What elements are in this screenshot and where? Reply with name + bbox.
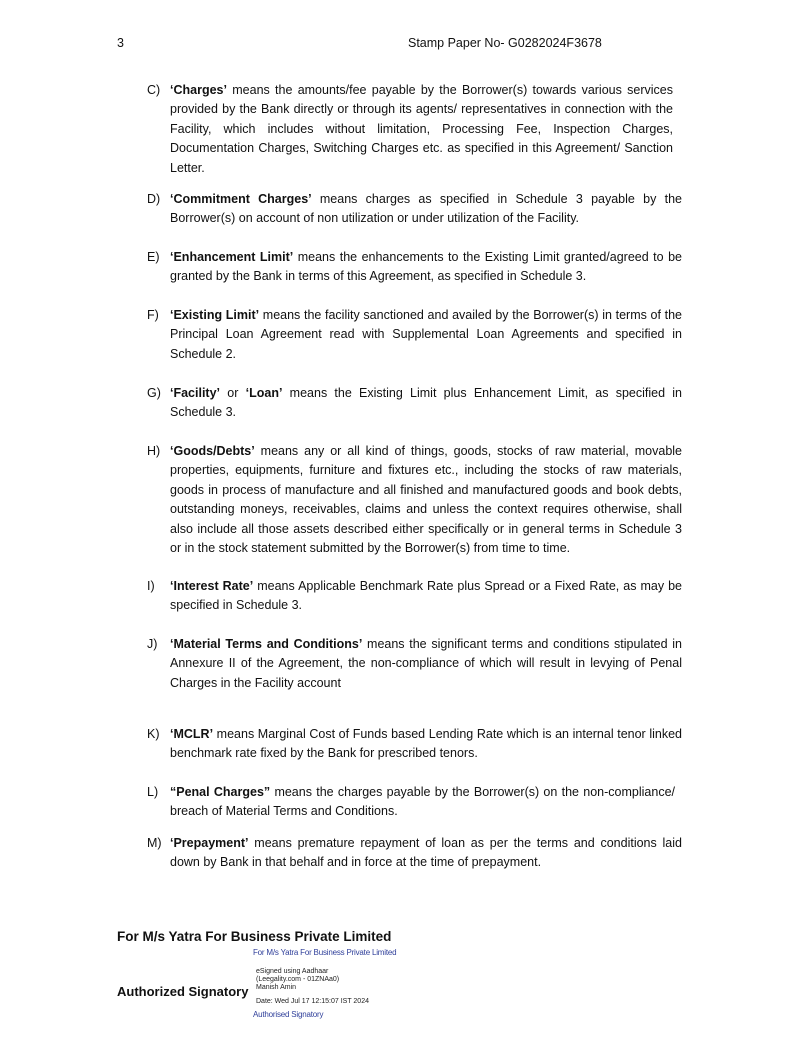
clause-j [147, 635, 682, 693]
clause-e [147, 248, 682, 287]
clause-m [147, 834, 682, 873]
esign-authorised-stamp: Authorised Signatory [253, 1010, 324, 1019]
clause-term: ‘Goods/Debts’ [170, 444, 255, 458]
clause-text: means the facility sanctioned and availed by the Borrower(s) in terms of the Principal Loan Agreement read with Supplemental Loan Agreements and specified in Schedule 2. [170, 308, 683, 361]
clause-letter: H) [147, 444, 161, 458]
clause-term-2: ‘Loan’ [245, 386, 283, 400]
clause-c [147, 81, 682, 178]
clause-text: means charges as specified in Schedule 3 payable by the Borrower(s) on account of non utilization or under utilization of the Facility. [170, 192, 682, 226]
clause-term: ‘MCLR’ [170, 727, 214, 741]
clause-g [147, 384, 682, 423]
clause-letter: K) [147, 727, 160, 741]
clause-text: means the significant terms and conditions stipulated in Annexure II of the Agreement, the non-compliance of which will result in levying of Penal Charges in the Facility account [170, 637, 682, 690]
clause-letter: L) [147, 785, 159, 799]
clause-term: ‘Prepayment’ [170, 836, 249, 850]
clause-letter: I) [147, 579, 155, 593]
clause-text: means the amounts/fee payable by the Borrower(s) towards various services provided by the Bank directly or through its agents/ representatives in connection with the Facility, which includes without limitation, Processing Fee, Inspection Charges, Documentation Charges, Switching Charges etc. as specified in this Agreement/ Sanction Letter. [170, 83, 673, 175]
clause-term: ‘Interest Rate’ [170, 579, 254, 593]
esign-method: eSigned using Aadhaar [256, 968, 329, 975]
clause-i [147, 577, 682, 616]
clause-connector: or [220, 386, 246, 400]
clause-term: ‘Enhancement Limit’ [170, 250, 294, 264]
clause-letter: M) [147, 836, 162, 850]
esign-provider: (Leegality.com - 01ZNAa0) [256, 976, 340, 983]
clause-term: ‘Existing Limit’ [170, 308, 260, 322]
clause-letter: C) [147, 83, 161, 97]
clause-f [147, 306, 682, 364]
clause-text: means Marginal Cost of Funds based Lending Rate which is an internal tenor linked benchmark rate fixed by the Bank for prescribed tenors. [170, 727, 682, 761]
clause-letter: E) [147, 250, 160, 264]
clause-text: means the Existing Limit plus Enhancement Limit, as specified in Schedule 3. [170, 386, 683, 420]
clause-text: means Applicable Benchmark Rate plus Spread or a Fixed Rate, as may be specified in Schedule 3. [170, 579, 683, 613]
clause-l [147, 783, 682, 822]
clause-term: ‘Material Terms and Conditions’ [170, 637, 363, 651]
clause-letter: F) [147, 308, 159, 322]
esign-signer-name: Manish Amin [256, 984, 297, 991]
clause-text: means premature repayment of loan as per the terms and conditions laid down by Bank in that behalf and in force at the time of prepayment. [170, 836, 682, 870]
clause-text: means the charges payable by the Borrower(s) on the non-compliance/ breach of Material Terms and Conditions. [170, 785, 675, 819]
clause-term: ‘Facility’ [170, 386, 221, 400]
esign-details [256, 968, 339, 992]
clause-h [147, 442, 682, 558]
clause-term: ‘Charges’ [170, 83, 227, 97]
clause-letter: D) [147, 192, 161, 206]
esign-company-stamp: For M/s Yatra For Business Private Limited [253, 948, 397, 957]
clause-letter: G) [147, 386, 161, 400]
for-company-label: For M/s Yatra For Business Private Limited [117, 929, 392, 944]
clause-d [147, 190, 682, 229]
authorized-signatory-label: Authorized Signatory [117, 984, 249, 999]
esign-date: Date: Wed Jul 17 12:15:07 IST 2024 [256, 998, 369, 1005]
stamp-paper-number: Stamp Paper No- G0282024F3678 [408, 36, 602, 50]
clause-term: “Penal Charges” [170, 785, 271, 799]
clause-letter: J) [147, 637, 158, 651]
clause-k [147, 725, 682, 764]
clause-text: means the enhancements to the Existing Limit granted/agreed to be granted by the Bank in terms of this Agreement, as specified in Schedule 3. [170, 250, 682, 284]
clause-term: ‘Commitment Charges’ [170, 192, 312, 206]
clause-text: means any or all kind of things, goods, stocks of raw material, movable properties, equipments, furniture and fixtures etc., including the stocks of raw materials, goods in process of manufacture and all finished and manufactured goods and book debts, outstanding moneys, receivables, claims and unless the context requires otherwise, shall also include all those assets described either specifically or in general terms in Schedule 3 or in the stock statement submitted by the Borrower(s) from time to time. [170, 444, 682, 556]
page-number: 3 [117, 36, 124, 50]
